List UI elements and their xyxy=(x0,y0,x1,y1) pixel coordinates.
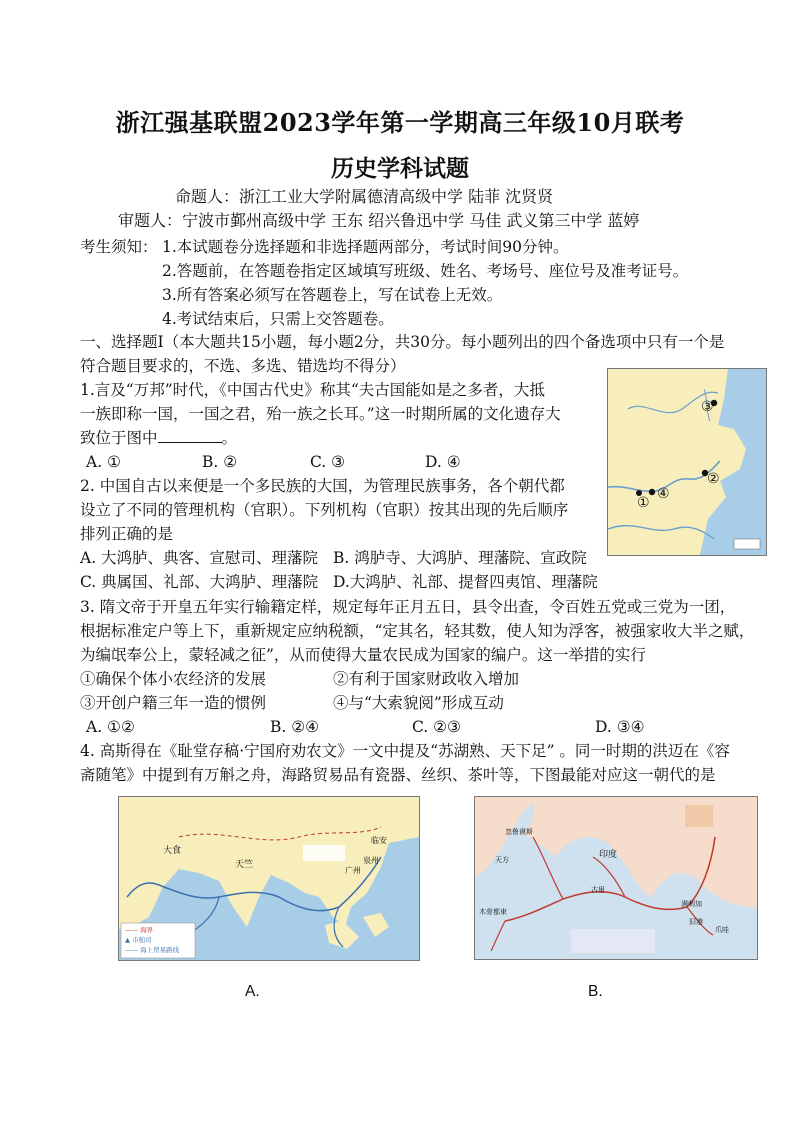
exam-subject: 历史学科试题 xyxy=(331,155,469,182)
q2-line: 设立了不同的管理机构（官职）。下列机构（官职）按其出现的先后顺序 xyxy=(80,501,569,519)
q1-option-d: D. ④ xyxy=(425,453,461,471)
notice-item: 4.考试结束后，只需上交答题卷。 xyxy=(162,310,394,328)
map-a-label: 临安 xyxy=(371,836,387,845)
site-dot-4 xyxy=(649,489,655,495)
q4-map-b xyxy=(474,796,758,960)
q2-line: 排列正确的是 xyxy=(80,525,174,543)
marker-4: ④ xyxy=(657,486,670,502)
marker-3: ③ xyxy=(701,399,714,415)
section-heading-cont: 符合题目要求的，不选、多选、错选均不得分） xyxy=(80,357,406,375)
q1-line: 一族即称一国，一国之君，殆一族之长耳。”这一时期所属的文化遗存大 xyxy=(80,405,561,423)
map-a-label: 大食 xyxy=(163,846,182,856)
map-a-legend: —— 海上贸易路线 xyxy=(125,946,180,954)
q3-line: 为编氓奉公上，蒙轻减之征”，从而使得大量农民成为国家的编户。这一举措的实行 xyxy=(80,646,646,664)
q1-option-b: B. ② xyxy=(202,453,238,471)
notice-item: 1.本试题卷分选择题和非选择题两部分，考试时间90分钟。 xyxy=(162,238,569,256)
q1-line xyxy=(80,428,237,448)
map-b-caption: B. xyxy=(588,983,603,1000)
notice-item: 3.所有答案必须写在答题卷上，写在试卷上无效。 xyxy=(162,286,503,304)
reviewer-line: 审题人：宁波市鄞州高级中学 王东 绍兴鲁迅中学 马佳 武义第三中学 蓝婷 xyxy=(118,211,640,230)
q2-line: 2. 中国自古以来便是一个多民族的大国，为管理民族事务，各个朝代都 xyxy=(80,477,565,495)
q3-statement: ④与“大索貌阅”形成互动 xyxy=(333,694,504,712)
q2-option-b: B. 鸿胪寺、大鸿胪、理藩院、宣政院 xyxy=(333,549,587,567)
notice-label: 考生须知： xyxy=(80,238,158,256)
map-b-label: 满剌加 xyxy=(681,900,702,908)
q1-option-c: C. ③ xyxy=(310,453,346,471)
map-b-label: 印度 xyxy=(599,850,618,860)
map-a-label: 天竺 xyxy=(235,860,254,870)
q1-map xyxy=(607,368,767,556)
proposer-line: 命题人：浙江工业大学附属德清高级中学 陆菲 沈贤贤 xyxy=(175,187,554,206)
q1-line-end: 。 xyxy=(221,429,238,447)
exam-title: 浙江强基联盟2023学年第一学期高三年级10月联考 xyxy=(115,108,685,137)
q3-option-a: A. ①② xyxy=(86,718,135,736)
map-b-label: 古里 xyxy=(591,886,605,894)
q1-line-text: 致位于图中 xyxy=(80,429,158,447)
q4-line: 4. 高斯得在《耻堂存稿·宁国府劝农文》一文中提及“苏湖熟、天下足” 。同一时期的洪迈在《容 xyxy=(80,742,730,760)
map-a-caption: A. xyxy=(245,983,260,1000)
map-a-label: 泉州 xyxy=(363,856,379,865)
q1-option-a: A. ① xyxy=(86,453,121,471)
q3-statement: ③开创户籍三年一造的惯例 xyxy=(80,694,267,712)
q3-option-c: C. ②③ xyxy=(412,718,461,736)
label-patch xyxy=(303,845,345,861)
map-a-svg xyxy=(119,797,419,960)
q2-option-d: D.大鸿胪、礼部、提督四夷馆、理藩院 xyxy=(333,573,598,591)
q3-line: 3. 隋文帝于开皇五年实行输籍定样，规定每年正月五日，县令出查，令百姓五党或三党为一团， xyxy=(80,598,736,616)
map-b-label: 天方 xyxy=(495,856,509,864)
q3-option-d: D. ③④ xyxy=(595,718,645,736)
marker-1: ① xyxy=(637,495,650,511)
q3-line: 根据标准定户等上下，重新规定应纳税额，“定其名，轻其数，使人知为浮客，被强家收大半之赋， xyxy=(80,622,755,640)
q3-option-b: B. ②④ xyxy=(270,718,320,736)
q3-statement: ①确保个体小农经济的发展 xyxy=(80,670,267,688)
q4-map-a xyxy=(118,796,420,961)
q1-line: 1.言及“万邦”时代，《中国古代史》称其“夫古国能如是之多者，大抵 xyxy=(80,381,545,399)
q4-line: 斋随笔》中提到有万斛之舟，海路贸易品有瓷器、丝织、茶叶等，下图最能对应这一朝代的是 xyxy=(80,766,716,784)
notice-item: 2.答题前，在答题卷指定区域填写班级、姓名、考场号、座位号及准考证号。 xyxy=(162,262,689,280)
label-patch xyxy=(685,805,713,827)
map-a-legend: —— 海界 xyxy=(125,926,154,934)
section-heading: 一、选择题Ⅰ（本大题共15小题，每小题2分，共30分。每小题列出的四个备选项中只有一个是 xyxy=(80,333,725,351)
map-a-legend: ▲ 市舶司 xyxy=(125,936,152,944)
marker-2: ② xyxy=(707,471,720,487)
map-b-label: 忽鲁谟斯 xyxy=(505,828,533,836)
map-b-label: 爪哇 xyxy=(715,926,729,934)
q1-map-svg xyxy=(608,369,766,555)
answer-blank xyxy=(158,428,222,443)
q3-statement: ②有利于国家财政收入增加 xyxy=(333,670,520,688)
label-patch xyxy=(571,929,655,953)
q2-option-c: C. 典属国、礼部、大鸿胪、理藩院 xyxy=(80,573,319,591)
map-b-label: 旧港 xyxy=(689,918,703,926)
map-a-label: 广州 xyxy=(345,866,361,875)
q2-option-a: A. 大鸿胪、典客、宣慰司、理藩院 xyxy=(80,549,319,567)
scale-bar xyxy=(734,539,760,549)
map-b-label: 木骨都束 xyxy=(479,908,507,916)
